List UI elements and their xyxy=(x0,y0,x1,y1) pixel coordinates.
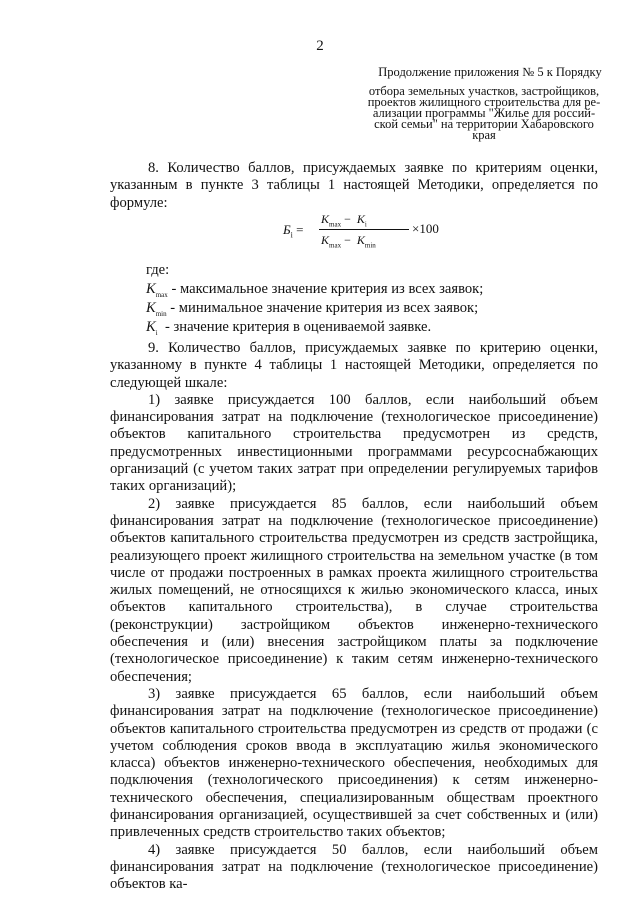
kmax-k: K xyxy=(146,281,156,297)
formula-equals: = xyxy=(296,222,304,237)
num-minus: − xyxy=(344,212,351,226)
fraction-bar xyxy=(319,229,409,230)
num-k2: K xyxy=(356,212,365,226)
section-9-item-3: 3) заявке присуждается 65 баллов, если наибольший объем финансирования затрат на подключение (технологическое присоединение) объектов капитального строительства предусмотрен из средств от продажи (с учетом соблюдения сроков ввода в эксплуатацию жилья экономического класса) объектов инженерно-технического обеспечения, необходимых для подключения (технологического присоединения) к сетям инженерно-технического обеспечения, специализированным обществам проектного финансирования организацией, осуществившей за счет собственных и (или) привлеченных средств строительство таких объектов; xyxy=(110,685,598,841)
where-label: где: xyxy=(146,262,170,278)
section-9-item-2: 2) заявке присуждается 85 баллов, если наибольший объем финансирования затрат на подключение (технологическое присоединение) объектов капитального строительства предусмотрен из средств застройщика, реализующего проект жилищного строительства на земельном участке (в том числе от продажи построенных в рамках проекта жилищного строительства жилых помещений, не относящихся к жилью экономического класса, иных объектов капитального строительства), в случае строительства (реконструкции) застройщиком объектов инженерно-технического обеспечения и (или) внесения застройщиком платы за подключение (технологическое присоединение) к таким сетям инженерно-технического обеспечения; xyxy=(110,495,598,685)
den-k1-sub: max xyxy=(329,241,342,250)
num-k2-sub: i xyxy=(364,220,367,229)
kmin-sub: min xyxy=(155,309,167,318)
den-k2: K xyxy=(356,233,365,247)
den-k1: K xyxy=(321,233,330,247)
den-minus: − xyxy=(344,233,351,247)
formula-multiplier: ×100 xyxy=(412,221,439,236)
ki-k: K xyxy=(146,319,156,335)
den-k2-sub: min xyxy=(364,241,376,250)
kmax-sub: max xyxy=(155,290,168,299)
section-8 xyxy=(110,160,598,212)
formula-lhs xyxy=(283,222,304,240)
where-ki xyxy=(146,319,431,342)
section-9-intro: 9. Количество баллов, присуждаемых заявке по критерию оценки, указанному в пункте 4 таблицы 1 настоящей Методики, определяется по следующей шкале: xyxy=(110,340,598,391)
header-line-4: ализации программы "Жилье для россий- xyxy=(372,106,596,120)
formula-lhs-symbol: Б xyxy=(283,222,291,237)
header-line-6: края xyxy=(472,128,496,142)
score-formula xyxy=(283,212,439,250)
header-line-1: Продолжение приложения № 5 к Порядку xyxy=(378,65,602,79)
section-8-text: 8. Количество баллов, присуждаемых заявке по критериям оценки, указанным в пункте 3 таблицы 1 настоящей Методики, определяется по формуле: xyxy=(110,160,598,211)
ki-description: - значение критерия в оцениваемой заявке. xyxy=(164,319,432,335)
kmax-symbol xyxy=(146,281,168,297)
num-k1: K xyxy=(321,212,330,226)
section-9 xyxy=(110,340,598,894)
header-line-3: проектов жилищного строительства для ре- xyxy=(367,95,601,109)
page-number: 2 xyxy=(316,38,324,54)
num-k1-sub: max xyxy=(329,220,342,229)
header-line-5: ской семьи" на территории Хабаровского xyxy=(374,117,594,131)
kmax-description: - максимальное значение критерия из всех заявок; xyxy=(171,281,484,297)
formula-numerator xyxy=(321,212,367,228)
formula-lhs-sub: i xyxy=(290,230,293,240)
kmin-symbol xyxy=(146,300,167,316)
section-9-item-4: 4) заявке присуждается 50 баллов, если наибольший объем финансирования затрат на подключение (технологическое присоединение) объектов ка- xyxy=(110,841,598,893)
kmin-k: K xyxy=(146,300,156,316)
kmin-description: - минимальное значение критерия из всех заявок; xyxy=(170,300,479,316)
header-line-2: отбора земельных участков, застройщиков, xyxy=(368,84,600,98)
formula-denominator xyxy=(321,233,376,249)
ki-sub: i xyxy=(155,328,158,337)
ki-symbol xyxy=(146,319,158,335)
section-9-item-1: 1) заявке присуждается 100 баллов, если наибольший объем финансирования затрат на подключение (технологическое присоединение) объектов капитального строительства предусмотрен из средств, предусмотренных инвестиционными программами ресурсоснабжающих организаций (с учетом таких затрат при определении регулируемых тарифов таких организаций); xyxy=(110,391,598,495)
